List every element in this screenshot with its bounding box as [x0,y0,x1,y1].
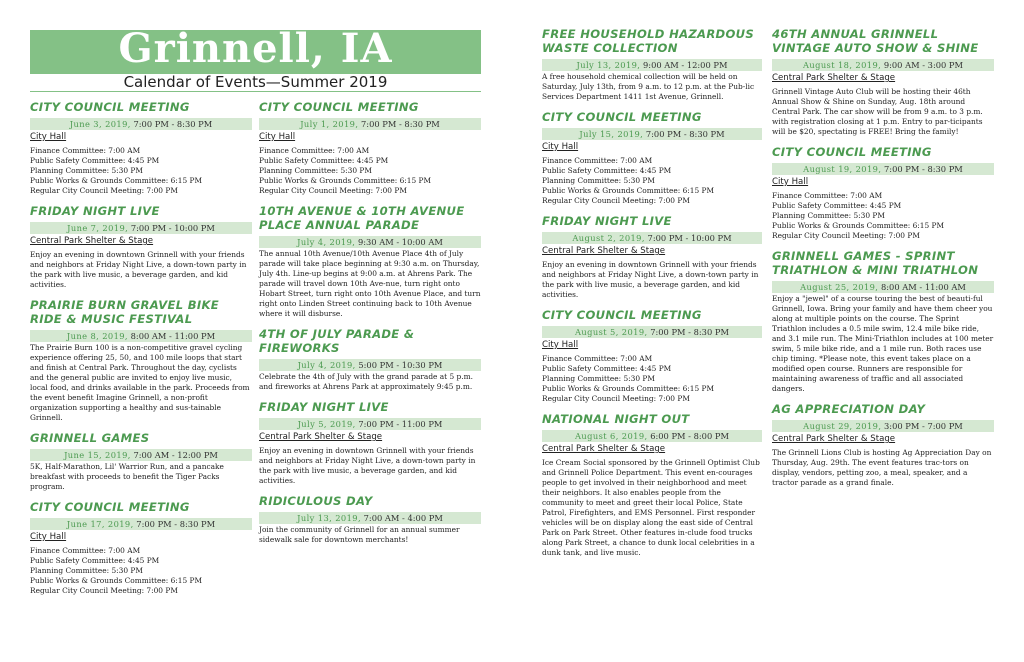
schedule-line: Finance Committee: 7:00 AM [30,546,141,555]
event-block [772,249,994,394]
schedule-line: Regular City Council Meeting: 7:00 PM [259,186,407,195]
schedule-line: Public Works & Grounds Committee: 6:15 PM [30,576,203,585]
event-block [542,27,762,102]
page-title: Grinnell, IA [118,25,393,72]
event-date: July 4, 2019, [297,360,356,370]
event-time: 7:00 PM - 11:00 PM [358,419,443,429]
committee-schedule [30,546,252,596]
event-block [259,327,481,392]
event-title: CITY COUNCIL MEETING [772,145,932,159]
schedule-line: Planning Committee: 5:30 PM [30,166,143,175]
event-title: PRAIRIE BURN GRAVEL BIKE RIDE & MUSIC FESTIVAL [30,298,220,326]
schedule-line: Planning Committee: 5:30 PM [259,166,372,175]
column-june [30,100,252,604]
event-time: 7:00 PM - 10:00 PM [130,223,215,233]
event-location: City Hall [542,142,579,152]
event-time: 3:00 PM - 7:00 PM [884,421,963,431]
event-location: Central Park Shelter & Stage [259,432,383,442]
schedule-line: Regular City Council Meeting: 7:00 PM [542,394,690,403]
event-date-band [259,236,481,248]
event-date: July 13, 2019, [297,513,361,523]
event-date-band [30,118,252,130]
event-date-band [772,163,994,175]
event-time: 7:00 PM - 8:30 PM [133,119,213,129]
event-description: A free household chemical collection will be held on Saturday, July 13th, from 9 a.m. to 12 p.m. at the Pub-lic Services Department 1411 1st Avenue, Grinnell. [542,72,755,101]
event-block [30,431,252,492]
event-title: 4TH OF JULY PARADE & FIREWORKS [259,327,415,355]
schedule-line: Planning Committee: 5:30 PM [542,176,655,185]
schedule-line: Regular City Council Meeting: 7:00 PM [772,231,920,240]
event-block [259,100,481,196]
schedule-line: Planning Committee: 5:30 PM [772,211,885,220]
event-date: August 25, 2019, [800,282,879,292]
event-description: The Prairie Burn 100 is a non-competitive gravel cycling experience offering 25, 50, and 100 mile loops that start and finish at Central Park. Throughout the day, cyclists and the general public are invited to enjoy live music, local food, and drinks available in the park. Proceeds from the event benefit Imagine Grinnell, a non-profit organization supporting a healthy and sus-tainable Grinnell. [30,343,250,422]
event-block [259,204,481,319]
event-date: June 15, 2019, [64,450,131,460]
schedule-line: Public Works & Grounds Committee: 6:15 PM [259,176,432,185]
schedule-line: Finance Committee: 7:00 AM [542,354,653,363]
schedule-line: Finance Committee: 7:00 AM [772,191,883,200]
event-block [30,100,252,196]
event-date: August 19, 2019, [803,164,882,174]
event-block [542,412,762,558]
schedule-line: Finance Committee: 7:00 AM [259,146,370,155]
event-title: NATIONAL NIGHT OUT [542,412,690,426]
event-date-band [30,222,252,234]
event-date: August 6, 2019, [575,431,648,441]
event-description: The annual 10th Avenue/10th Avenue Place 4th of July parade will take place beginning at 9:30 a.m. on Thursday, July 4th. Line-up begins at 9:00 a.m. at Ahrens Park. The parade will travel down 10th Ave-nue, turn right onto Hobart Street, turn right onto 10th Avenue Place, and turn right onto Linden Street continuing back to 10th Avenue where it will disburse. [259,249,481,318]
event-block [30,298,252,423]
event-date-band [30,449,252,461]
event-title: 46TH ANNUAL GRINNELL VINTAGE AUTO SHOW & SHINE [772,27,979,55]
committee-schedule [259,146,481,196]
event-block [259,494,481,545]
event-title: FRIDAY NIGHT LIVE [542,214,672,228]
event-description: Ice Cream Social sponsored by the Grinnell Optimist Club and Grinnell Police Department. This event en-courages people to get involved in their neighborhood and meet their neighbors. It also enables people from the community to meet and greet their local Police, State Patrol, Firefighters, and EMS Personnel. First responder vehicles will be on display along the east side of Central Park on Park Street. Other features in-clude food trucks along Park Street, a chance to dunk local celebrities in a dunk tank, and live music. [542,458,760,557]
event-time: 9:30 AM - 10:00 AM [357,237,443,247]
schedule-line: Planning Committee: 5:30 PM [30,566,143,575]
event-time: 7:00 PM - 8:30 PM [645,129,725,139]
event-title: CITY COUNCIL MEETING [542,110,702,124]
event-date: June 17, 2019, [66,519,134,529]
event-date-band [542,232,762,244]
event-title: CITY COUNCIL MEETING [30,100,190,114]
event-date: August 5, 2019, [575,327,648,337]
event-date-band [542,128,762,140]
event-date: July 1, 2019, [300,119,359,129]
event-title: CITY COUNCIL MEETING [542,308,702,322]
event-title: GRINNELL GAMES - SPRINT TRIATHLON & MINI TRIATHLON [772,249,979,277]
event-date-band [259,418,481,430]
event-description: Join the community of Grinnell for an annual summer sidewalk sale for downtown merchants! [259,525,460,544]
event-block [542,308,762,404]
schedule-line: Planning Committee: 5:30 PM [542,374,655,383]
event-date: August 18, 2019, [802,60,882,70]
event-title: RIDICULOUS DAY [259,494,373,508]
schedule-line: Public Works & Grounds Committee: 6:15 PM [772,221,945,230]
schedule-line: Public Safety Committee: 4:45 PM [30,556,160,565]
event-location: Central Park Shelter & Stage [542,246,666,256]
event-time: 7:00 PM - 8:30 PM [884,164,963,174]
event-date-band [542,326,762,338]
event-time: 9:00 AM - 3:00 PM [883,60,964,70]
committee-schedule [772,191,994,241]
event-location: Central Park Shelter & Stage [772,434,896,444]
schedule-line: Regular City Council Meeting: 7:00 PM [30,186,178,195]
event-date-band [772,59,994,71]
event-date-band [259,118,481,130]
event-block [30,204,252,290]
event-date: July 13, 2019, [576,60,641,70]
event-title: GRINNELL GAMES [30,431,150,445]
schedule-line: Public Safety Committee: 4:45 PM [30,156,160,165]
event-title: FREE HOUSEHOLD HAZARDOUS WASTE COLLECTION [542,27,754,55]
event-time: 8:00 AM - 11:00 PM [130,331,216,341]
event-location: City Hall [30,532,67,542]
event-date-band [259,359,481,371]
event-location: City Hall [259,132,296,142]
event-time: 7:00 PM - 10:00 PM [647,233,732,243]
event-date: June 3, 2019, [69,119,131,129]
event-location: City Hall [772,177,809,187]
event-description: Enjoy an evening in downtown Grinnell with your friends and neighbors at Friday Night Live, a down-town party in the park with live music, a beverage garden, and kid activities. [259,446,476,485]
committee-schedule [30,146,252,196]
event-description: The Grinnell Lions Club is hosting Ag Appreciation Day on Thursday, Aug. 29th. The event features trac-tors on display, vendors, petting zoo, a meal, speaker, and a tractor parade as a grand finale. [772,448,992,487]
event-description: Enjoy an evening in downtown Grinnell with your friends and neighbors at Friday Night Live, a down-town party in the park with live music, a beverage garden, and kid activities. [30,250,247,289]
schedule-line: Public Works & Grounds Committee: 6:15 PM [542,186,715,195]
event-location: Central Park Shelter & Stage [542,444,666,454]
schedule-line: Public Safety Committee: 4:45 PM [542,364,672,373]
event-time: 8:00 AM - 11:00 AM [880,282,966,292]
committee-schedule [542,354,762,404]
event-description: Enjoy an evening in downtown Grinnell with your friends and neighbors at Friday Night Live, a down-town party in the park with live music, a beverage garden, and kid activities. [542,260,759,299]
event-block [772,145,994,241]
schedule-line: Public Safety Committee: 4:45 PM [772,201,902,210]
event-location: City Hall [542,340,579,350]
event-location: Central Park Shelter & Stage [30,236,154,246]
event-date: June 8, 2019, [66,331,128,341]
event-time: 6:00 PM - 8:00 PM [650,431,729,441]
schedule-line: Public Safety Committee: 4:45 PM [542,166,672,175]
schedule-line: Public Safety Committee: 4:45 PM [259,156,389,165]
event-time: 5:00 PM - 10:30 PM [358,360,443,370]
event-title: 10TH AVENUE & 10TH AVENUE PLACE ANNUAL PARADE [259,204,465,232]
event-date-band [259,512,481,524]
event-block [259,400,481,486]
event-date-band [772,281,994,293]
event-date-band [542,430,762,442]
event-block [772,27,994,137]
event-date: July 4, 2019, [297,237,356,247]
event-block [772,402,994,488]
event-title: CITY COUNCIL MEETING [30,500,190,514]
schedule-line: Finance Committee: 7:00 AM [30,146,141,155]
column-august [772,27,994,496]
event-time: 7:00 AM - 12:00 PM [133,450,218,460]
event-block [542,110,762,206]
event-date-band [542,59,762,71]
committee-schedule [542,156,762,206]
event-description: 5K, Half-Marathon, Lil' Warrior Run, and a pancake breakfast with proceeds to benefit the Tiger Packs program. [30,462,224,491]
event-date: August 2, 2019, [572,233,645,243]
page-subtitle: Calendar of Events—Summer 2019 [123,73,388,91]
event-block [542,214,762,300]
event-date-band [30,518,252,530]
event-description: Grinnell Vintage Auto Club will be hosting their 46th Annual Show & Shine on Sunday, Aug. 18th around Central Park. The car show will be from 9 a.m. to 3 p.m. with registration closing at 1 p.m. Entry to par-ticipants will be $20, spectating is FREE! Bring the family! [772,87,983,136]
schedule-line: Public Works & Grounds Committee: 6:15 PM [30,176,203,185]
event-time: 7:00 PM - 8:30 PM [650,327,729,337]
schedule-line: Public Works & Grounds Committee: 6:15 PM [542,384,715,393]
event-date: August 29, 2019, [803,421,882,431]
schedule-line: Regular City Council Meeting: 7:00 PM [542,196,690,205]
event-title: AG APPRECIATION DAY [772,402,926,416]
schedule-line: Regular City Council Meeting: 7:00 PM [30,586,178,595]
event-date-band [30,330,252,342]
column-july-august [542,27,762,566]
event-date: July 15, 2019, [579,129,644,139]
event-time: 9:00 AM - 12:00 PM [643,60,728,70]
event-date: June 7, 2019, [67,223,129,233]
event-time: 7:00 PM - 8:30 PM [361,119,440,129]
column-july [259,100,481,553]
header-divider [30,91,481,92]
event-description: Celebrate the 4th of July with the grand parade at 5 p.m. and fireworks at Ahrens Park at approximately 9:45 p.m. [259,372,473,391]
event-title: FRIDAY NIGHT LIVE [30,204,160,218]
event-title: FRIDAY NIGHT LIVE [259,400,389,414]
event-location: City Hall [30,132,67,142]
event-time: 7:00 AM - 4:00 PM [363,513,443,523]
event-time: 7:00 PM - 8:30 PM [136,519,216,529]
event-location: Central Park Shelter & Stage [772,73,896,83]
event-description: Enjoy a "jewel" of a course touring the best of beauti-ful Grinnell, Iowa. Bring your family and have them cheer you along at multiple points on the course. The Sprint Triathlon includes a 0.5 mile swim, 12.4 mile bike ride, and 3.1 mile run. The Mini-Triathlon includes at 100 meter swim, 5 mile bike ride, and a 1 mile run. Both races use chip timing. *Please note, this event takes place on a modified open course. Runners are responsible for maintaining awareness of traffic and all associated dangers. [772,294,994,393]
event-block [30,500,252,596]
event-date: July 5, 2019, [297,419,356,429]
event-title: CITY COUNCIL MEETING [259,100,419,114]
schedule-line: Finance Committee: 7:00 AM [542,156,653,165]
event-date-band [772,420,994,432]
